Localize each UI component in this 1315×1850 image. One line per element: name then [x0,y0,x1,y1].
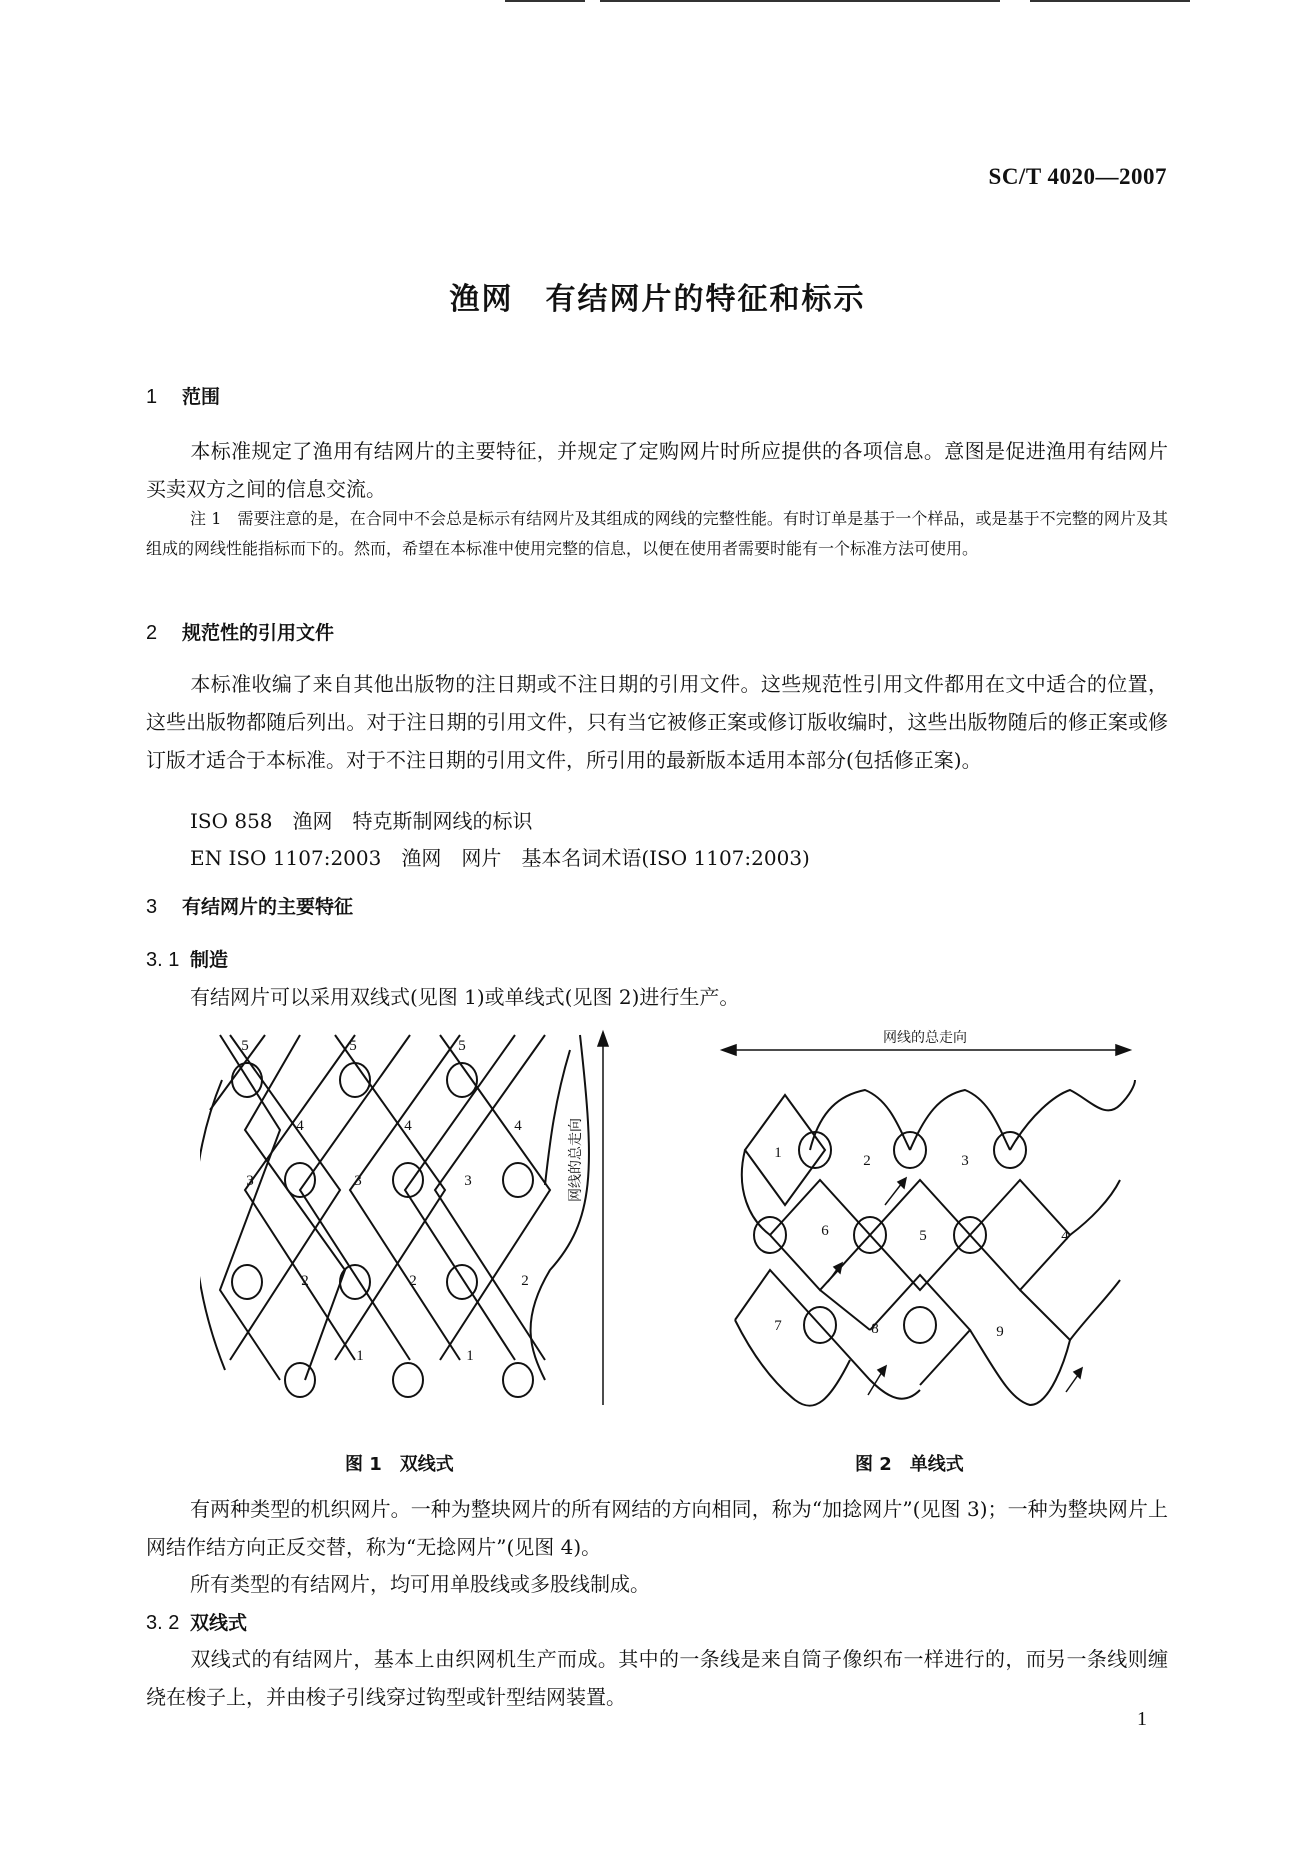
section-number: 1 [146,386,158,408]
mesh-label: 4 [296,1118,304,1134]
section-number: 3. 2 [146,1612,180,1634]
direction-arrow [722,1045,1130,1055]
page-number: 1 [1137,1708,1147,1730]
scope-text: 本标准规定了渔用有结网片的主要特征，并规定了定购网片时所应提供的各项信息。意图是促进渔用有结网片买卖双方之间的信息交流。 [146,439,1168,501]
flow-arrows [828,1178,1082,1395]
section-number: 3. 1 [146,949,180,971]
section-number: 3 [146,896,158,918]
direction-label: 网线的总走向 [569,1118,584,1202]
section-number: 2 [146,622,158,644]
mesh-label: 6 [821,1223,829,1239]
section-title: 有结网片的主要特征 [182,896,354,918]
standard-code: SC/T 4020—2007 [988,164,1167,189]
note-1 [146,504,1168,564]
document-title: 渔网 有结网片的特征和标示 [449,282,866,317]
mesh-label: 3 [354,1173,362,1189]
figure-1-diagram [200,1020,620,1420]
top-rule [1030,0,1190,2]
mesh-twines [735,1080,1135,1406]
mesh-label: 1 [466,1348,474,1364]
mesh-label: 2 [301,1273,309,1289]
mesh-label: 5 [349,1038,357,1054]
mesh-twines [200,1035,589,1380]
knots [754,1132,1026,1343]
machine-types-text: 有两种类型的机织网片。一种为整块网片的所有网结的方向相同，称为“加捻网片”(见图 3)；一种为整块网片上网结作结方向正反交替，称为“无捻网片”(见图 4)。 [146,1497,1168,1559]
section-3-heading [146,892,353,919]
mesh-label: 9 [996,1324,1004,1340]
mesh-label: 5 [919,1228,927,1244]
reference-iso-858: ISO 858 渔网 特克斯制网线的标识 [190,809,533,833]
double-twine-paragraph [146,1640,1168,1716]
mesh-label: 3 [464,1173,472,1189]
section-3-2-heading [146,1608,247,1635]
direction-arrow [598,1032,608,1405]
mesh-label: 4 [1061,1228,1069,1244]
direction-label: 网线的总走向 [883,1031,967,1046]
mesh-label: 4 [514,1118,522,1134]
mesh-label: 8 [871,1321,879,1337]
mesh-label: 1 [774,1145,782,1161]
section-title: 范围 [182,386,221,408]
references-intro-text: 本标准收编了来自其他出版物的注日期或不注日期的引用文件。这些规范性引用文件都用在文中适合的位置，这些出版物都随后列出。对于注日期的引用文件，只有当它被修正案或修订版收编时，这些出版物随后的修正案或修订版才适合于本标准。对于不注日期的引用文件，所引用的最新版本适用本部分(包括修正案)。 [146,672,1168,772]
mesh-label: 5 [458,1038,466,1054]
mesh-label: 5 [241,1038,249,1054]
double-twine-text: 双线式的有结网片，基本上由织网机生产而成。其中的一条线是来自筒子像织布一样进行的，而另一条线则缠绕在梭子上，并由梭子引线穿过钩型或针型结网装置。 [146,1647,1168,1709]
scope-paragraph [146,432,1168,508]
mesh-label: 3 [246,1173,254,1189]
note-1-text: 注 1 需要注意的是，在合同中不会总是标示有结网片及其组成的网线的完整性能。有时订单是基于一个样品，或是基于不完整的网片及其组成的网线性能指标而下的。然而，希望在本标准中使用完整的信息，以便在使用者需要时能有一个标准方法可使用。 [146,509,1168,558]
mesh-label: 4 [404,1118,412,1134]
reference-en-iso-1107: EN ISO 1107:2003 渔网 网片 基本名词术语(ISO 1107:2003) [190,846,810,870]
section-1-heading [146,382,220,409]
mesh-number-labels [774,1145,1069,1340]
section-title: 制造 [190,949,229,971]
mesh-label: 2 [521,1273,529,1289]
mesh-label: 2 [863,1153,871,1169]
section-3-1-heading [146,945,228,972]
section-title: 规范性的引用文件 [182,622,335,644]
figure-1-caption: 图 1 双线式 [345,1454,454,1475]
knots [232,1063,533,1397]
top-rule [600,0,1000,2]
top-rule [505,0,585,2]
references-intro [146,665,1168,779]
all-types-paragraph: 所有类型的有结网片，均可用单股线或多股线制成。 [190,1572,650,1596]
figure-2-caption: 图 2 单线式 [855,1454,964,1475]
section-title: 双线式 [190,1612,248,1634]
machine-types-paragraph [146,1490,1168,1566]
figure-2-diagram [710,1020,1150,1430]
mesh-label: 1 [356,1348,364,1364]
mesh-label: 7 [774,1318,782,1334]
manufacture-paragraph: 有结网片可以采用双线式(见图 1)或单线式(见图 2)进行生产。 [190,985,740,1009]
section-2-heading [146,618,334,645]
mesh-label: 2 [409,1273,417,1289]
mesh-label: 3 [961,1153,969,1169]
